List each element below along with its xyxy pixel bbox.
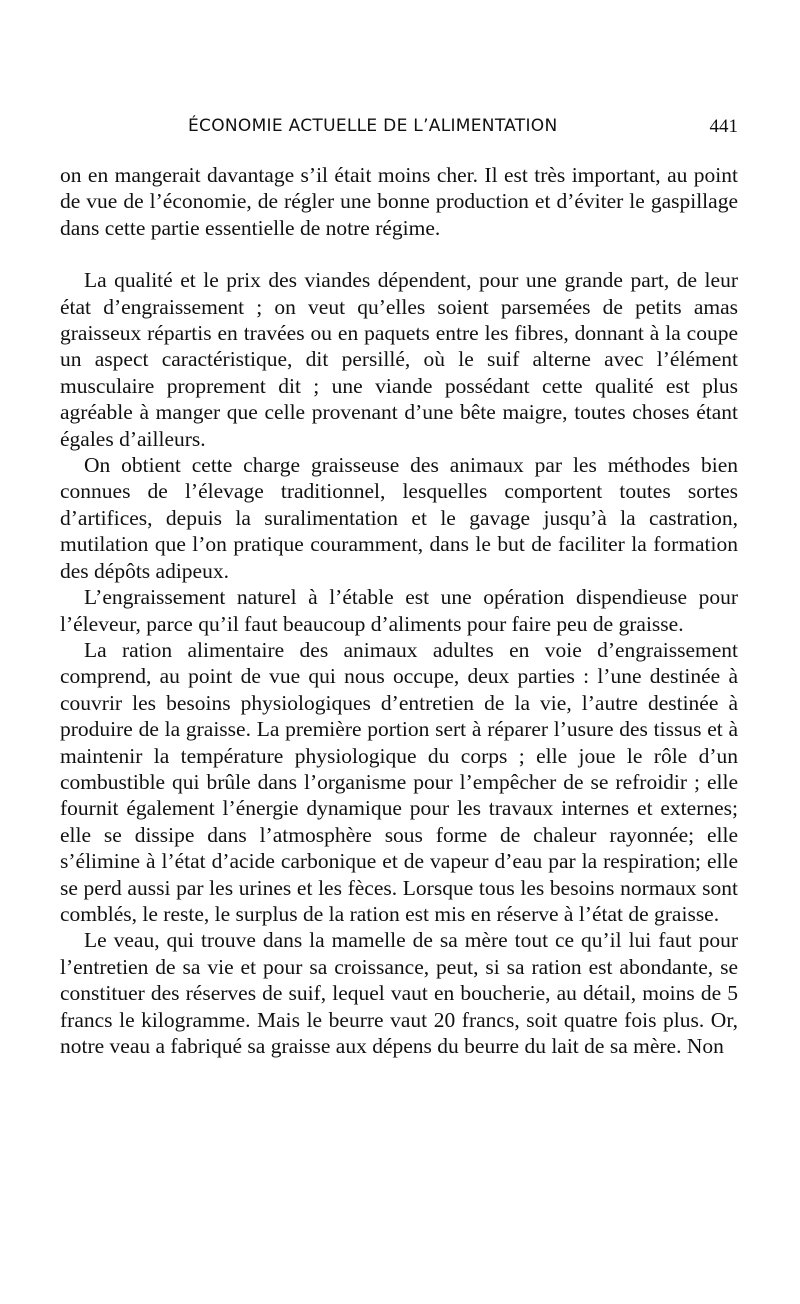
paragraph-meat-quality: La qualité et le prix des viandes dépendent, pour une grande part, de leur état d’engraissement ; on veut qu’elles soient parsemées de petits amas graisseux répartis en travées ou en paquets entre les fibres, donnant à la coupe un aspect caractéristique, dit persillé, où le suif alterne avec l’élément musculaire proprement dit ; une viande possédant cette qualité est plus agréable à manger que celle provenant d’une bête maigre, toutes choses étant égales d’ailleurs. <box>60 268 738 451</box>
paragraph-fattening-methods: On obtient cette charge graisseuse des animaux par les méthodes bien connues de l’élevage traditionnel, lesquelles comportent toutes sortes d’artifices, depuis la suralimentation et le gavage jusqu’à la castration, mutilation que l’on pratique couramment, dans le but de faciliter la formation des dépôts adipeux. <box>60 453 738 583</box>
running-header <box>60 116 742 144</box>
page-number: 441 <box>709 116 738 137</box>
paragraph-food-ration: La ration alimentaire des animaux adultes en voie d’engraissement comprend, au point de vue qui nous occupe, deux parties : l’une destinée à couvrir les besoins physiologiques d’entretien de la vie, l’autre destinée à produire de la graisse. La première portion sert à réparer l’usure des tissus et à maintenir la température physiologique du corps ; elle joue le rôle d’un combustible qui brûle dans l’organisme pour l’empêcher de se refroidir ; elle fournit également l’énergie dynamique pour les travaux internes et externes; elle se dissipe dans l’atmosphère sous forme de chaleur rayonnée; elle s’élimine à l’état d’acide carbonique et de vapeur d’eau par la respiration; elle se perd aussi par les urines et les fèces. Lorsque tous les besoins normaux sont comblés, le reste, le surplus de la ration est mis en réserve à l’état de graisse. <box>60 637 738 926</box>
body-text <box>60 162 738 1059</box>
paragraph-calf: Le veau, qui trouve dans la mamelle de sa mère tout ce qu’il lui faut pour l’entretien de sa vie et pour sa croissance, peut, si sa ration est abondante, se constituer des réserves de suif, lequel vaut en boucherie, au détail, moins de 5 francs le kilogramme. Mais le beurre vaut 20 francs, soit quatre fois plus. Or, notre veau a fabriqué sa graisse aux dépens du beurre du lait de sa mère. Non <box>60 928 738 1058</box>
paragraph-continuation: on en mangerait davantage s’il était moins cher. Il est très important, au point de vue de l’économie, de régler une bonne production et d’éviter le gaspillage dans cette partie essentielle de notre régime. <box>60 163 738 240</box>
running-title: ÉCONOMIE ACTUELLE DE L’ALIMENTATION <box>188 116 558 136</box>
paragraph-stable-fattening: L’engraissement naturel à l’étable est une opération dispendieuse pour l’éleveur, parce qu’il faut beaucoup d’aliments pour faire peu de graisse. <box>60 585 738 636</box>
